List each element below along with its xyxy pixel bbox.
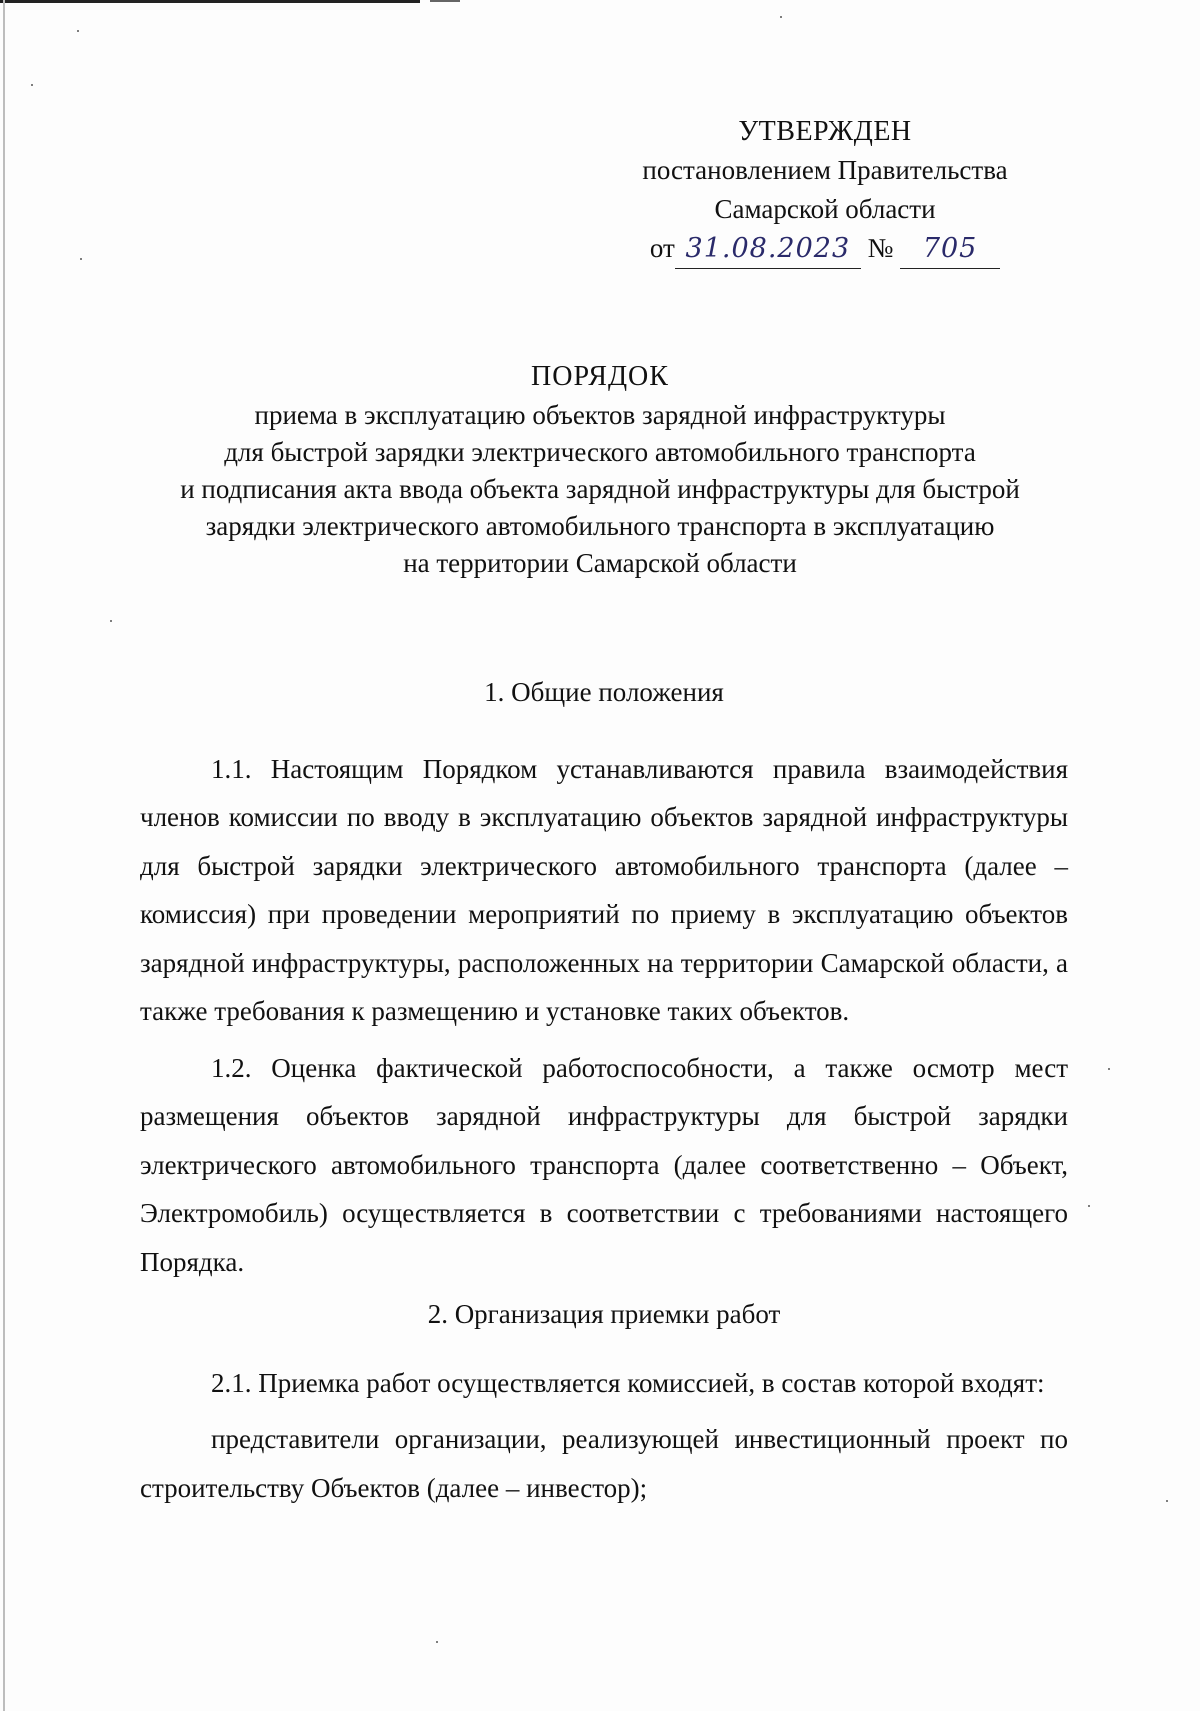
- paragraph: 1.2. Оценка фактической работоспособности, а также осмотр мест размещения объектов зарядной инфраструктуры для быстрой зарядки электрического автомобильного транспорта (далее соответственно – Объект, Электромобиль) осуществляется в соответствии с требованиями настоящего Порядка.: [140, 1052, 1068, 1277]
- scan-edge-mark: [3, 0, 5, 1711]
- date-prefix: от: [649, 233, 675, 263]
- handwritten-date: 31.08.2023: [675, 229, 861, 269]
- approval-line: постановлением Правительства: [642, 155, 1008, 185]
- document-subtitle-line: и подписания акта ввода объекта зарядной инфраструктуры для быстрой: [180, 474, 1020, 504]
- document-subtitle-line: для быстрой зарядки электрического автомобильного транспорта: [224, 437, 976, 467]
- section-heading: 2. Организация приемки работ: [427, 1299, 781, 1329]
- section-heading: 1. Общие положения: [484, 677, 724, 707]
- scan-speck: [110, 620, 112, 622]
- document-subtitle-line: на территории Самарской области: [403, 548, 797, 578]
- scan-speck: [436, 1641, 438, 1643]
- scan-speck: [1108, 1068, 1110, 1070]
- approval-line: Самарской области: [714, 194, 936, 224]
- scan-speck: [77, 30, 79, 32]
- document-body: [140, 668, 1068, 1512]
- approval-heading: УТВЕРЖДЕН: [738, 116, 912, 147]
- scan-speck: [1166, 1500, 1168, 1502]
- scan-edge-mark: [0, 0, 420, 3]
- handwritten-number: 705: [900, 229, 1000, 269]
- paragraph: представители организации, реализующей инвестиционный проект по строительству Объектов (далее – инвестор);: [140, 1424, 1068, 1503]
- document-subtitle-line: зарядки электрического автомобильного транспорта в эксплуатацию: [205, 511, 995, 541]
- scan-speck: [1088, 1205, 1090, 1207]
- paragraph: 2.1. Приемка работ осуществляется комиссией, в состав которой входят:: [211, 1367, 1045, 1398]
- document-title: ПОРЯДОК: [531, 361, 669, 392]
- scan-speck: [31, 84, 33, 86]
- approval-date-line: [600, 229, 1050, 269]
- approval-stamp-block: [600, 112, 1050, 269]
- paragraph: 1.1. Настоящим Порядком устанавливаются правила взаимодействия членов комиссии по вводу в эксплуатацию объектов зарядной инфраструктуры для быстрой зарядки электрического автомобильного транспорта (далее – комиссия) при проведении мероприятий по приему в эксплуатацию объектов зарядной инфраструктуры, расположенных на территории Самарской области, а также требования к размещению и установке таких объектов.: [140, 753, 1068, 1026]
- scan-speck: [780, 16, 782, 18]
- number-sign: №: [867, 233, 894, 263]
- scan-speck: [80, 258, 82, 260]
- document-title-block: [100, 358, 1100, 582]
- scan-edge-mark: [430, 0, 460, 2]
- document-subtitle-line: приема в эксплуатацию объектов зарядной инфраструктуры: [254, 400, 946, 430]
